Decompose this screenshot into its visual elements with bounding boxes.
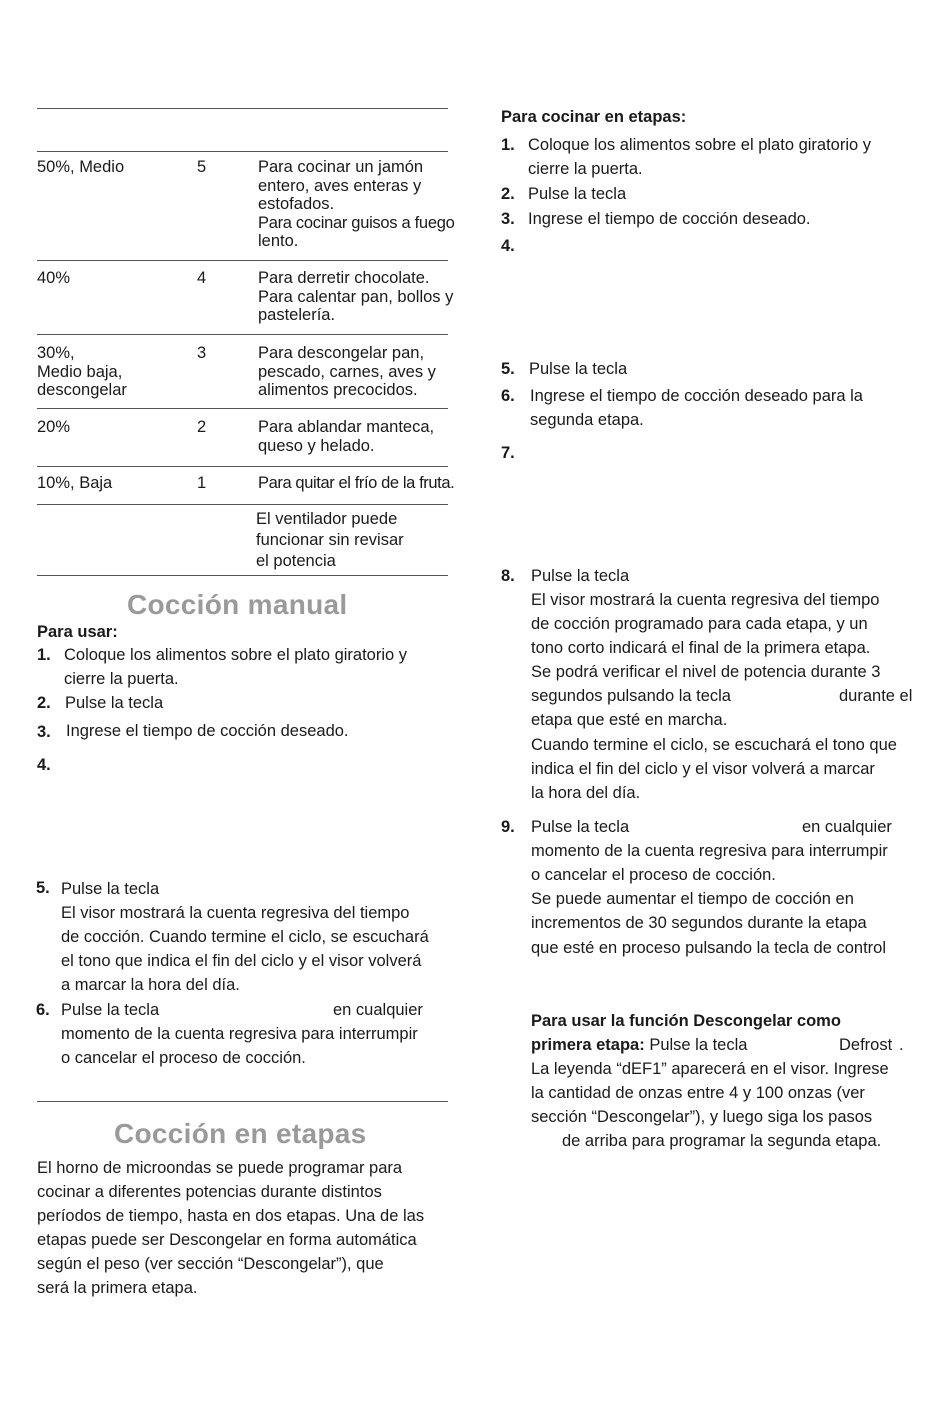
step-number: 7.	[501, 444, 515, 462]
step-text: El visor mostrará la cuenta regresiva del tiempo	[531, 591, 880, 609]
intro-line: será la primera etapa.	[37, 1279, 198, 1297]
fan-note-line: el potencia	[256, 552, 336, 570]
step-text: que esté en proceso pulsando la tecla de control	[531, 939, 886, 957]
step-number: 5.	[501, 360, 515, 378]
step-text-aside: en cualquier	[333, 1001, 423, 1019]
power-level: 30%,	[37, 344, 75, 362]
step-text: momento de la cuenta regresiva para interrumpir	[61, 1025, 418, 1043]
table-header-rule	[37, 151, 448, 152]
step-text: a marcar la hora del día.	[61, 976, 240, 994]
step-text: momento de la cuenta regresiva para interrumpir	[531, 842, 888, 860]
section-rule	[37, 1101, 448, 1102]
step-text: de cocción programado para cada etapa, y un	[531, 615, 868, 633]
power-level: descongelar	[37, 381, 127, 399]
step-number: 2.	[37, 694, 51, 712]
power-use: Para derretir chocolate.	[258, 269, 430, 287]
power-use: alimentos precocidos.	[258, 381, 418, 399]
power-use: Para descongelar pan,	[258, 344, 425, 362]
intro-line: períodos de tiempo, hasta en dos etapas. Una de las	[37, 1207, 425, 1225]
row-rule	[37, 504, 448, 505]
step-text: El visor mostrará la cuenta regresiva del tiempo	[61, 904, 410, 922]
power-number: 4	[197, 269, 207, 287]
step-text: Se puede aumentar el tiempo de cocción en	[531, 890, 854, 908]
step-text: o cancelar el proceso de cocción.	[61, 1049, 306, 1067]
power-level: 40%	[37, 269, 71, 287]
power-level: Medio baja,	[37, 363, 123, 381]
row-rule	[37, 408, 448, 409]
intro-line: cocinar a diferentes potencias durante distintos	[37, 1183, 382, 1201]
defrost-line: la cantidad de onzas entre 4 y 100 onzas (ver	[531, 1084, 865, 1102]
stage-cooking-title: Cocción en etapas	[114, 1118, 367, 1149]
step-text: el tono que indica el fin del ciclo y el visor volverá	[61, 952, 422, 970]
defrost-line	[531, 1033, 747, 1057]
power-use: Para ablandar manteca,	[258, 418, 435, 436]
step-text: segunda etapa.	[530, 411, 644, 429]
step-number: 3.	[501, 210, 515, 228]
step-number: 4.	[501, 237, 515, 255]
step-text: Cuando termine el ciclo, se escuchará el tono que	[531, 736, 897, 754]
step-text: Coloque los alimentos sobre el plato giratorio y	[528, 136, 872, 154]
power-number: 3	[197, 344, 207, 362]
power-use: Para cocinar guisos a fuego	[258, 214, 455, 232]
defrost-line: La leyenda “dEF1” aparecerá en el visor. Ingrese	[531, 1060, 889, 1078]
power-use: Para quitar el frío de la fruta.	[258, 474, 455, 492]
defrost-line: sección “Descongelar”), y luego siga los pasos	[531, 1108, 873, 1126]
defrost-key-period: .	[899, 1036, 904, 1054]
fan-note-line: El ventilador puede	[256, 510, 398, 528]
step-number: 5.	[36, 879, 50, 897]
power-use: pescado, carnes, aves y	[258, 363, 436, 381]
defrost-heading: Para usar la función Descongelar como	[531, 1012, 841, 1030]
step-text: incrementos de 30 segundos durante la etapa	[531, 914, 867, 932]
power-number: 5	[197, 158, 207, 176]
step-number: 6.	[501, 387, 515, 405]
step-text: segundos pulsando la tecla	[531, 687, 731, 705]
step-text: Pulse la tecla	[65, 694, 164, 712]
step-text: Ingrese el tiempo de cocción deseado.	[66, 722, 349, 740]
step-text: Se podrá verificar el nivel de potencia durante 3	[531, 663, 881, 681]
power-use: Para calentar pan, bollos y	[258, 288, 454, 306]
table-top-rule	[37, 108, 448, 109]
power-level: 10%, Baja	[37, 474, 113, 492]
step-text: cierre la puerta.	[64, 670, 179, 688]
step-text: Pulse la tecla	[531, 567, 630, 585]
intro-line: etapas puede ser Descongelar en forma automática	[37, 1231, 417, 1249]
manual-cooking-title: Cocción manual	[127, 589, 348, 620]
step-text: Pulse la tecla	[61, 1001, 160, 1019]
step-number: 8.	[501, 567, 515, 585]
stages-subtitle: Para cocinar en etapas:	[501, 108, 687, 126]
step-text: Pulse la tecla	[531, 818, 630, 836]
power-number: 2	[197, 418, 207, 436]
power-use: lento.	[258, 232, 299, 250]
step-number: 6.	[36, 1001, 50, 1019]
power-number: 1	[197, 474, 207, 492]
step-text: tono corto indicará el final de la primera etapa.	[531, 639, 871, 657]
step-number: 2.	[501, 185, 515, 203]
step-number: 4.	[37, 756, 51, 774]
step-text-aside: durante el	[839, 687, 913, 705]
power-level: 20%	[37, 418, 71, 436]
defrost-key-label: Defrost	[839, 1036, 893, 1054]
step-text: Ingrese el tiempo de cocción deseado para la	[530, 387, 863, 405]
step-text: Pulse la tecla	[529, 360, 628, 378]
power-use: entero, aves enteras y	[258, 177, 422, 195]
defrost-text: Pulse la tecla	[649, 1036, 748, 1054]
fan-note-line: funcionar sin revisar	[256, 531, 404, 549]
power-use: Para cocinar un jamón	[258, 158, 424, 176]
row-rule	[37, 334, 448, 335]
row-rule	[37, 260, 448, 261]
table-bottom-rule	[37, 575, 448, 576]
step-number: 3.	[37, 723, 51, 741]
step-number: 1.	[501, 136, 515, 154]
step-text: la hora del día.	[531, 784, 641, 802]
step-text: Coloque los alimentos sobre el plato giratorio y	[64, 646, 408, 664]
step-number: 1.	[37, 646, 51, 664]
step-text: o cancelar el proceso de cocción.	[531, 866, 776, 884]
step-text: Pulse la tecla	[528, 185, 627, 203]
step-text-aside: en cualquier	[802, 818, 892, 836]
step-text: cierre la puerta.	[528, 160, 643, 178]
intro-line: según el peso (ver sección “Descongelar”), que	[37, 1255, 384, 1273]
power-use: pastelería.	[258, 306, 336, 324]
defrost-heading-end: primera etapa:	[531, 1036, 645, 1054]
row-rule	[37, 466, 448, 467]
power-use: estofados.	[258, 195, 335, 213]
defrost-line: de arriba para programar la segunda etapa.	[562, 1132, 882, 1150]
power-level: 50%, Medio	[37, 158, 125, 176]
step-number: 9.	[501, 818, 515, 836]
step-text: etapa que esté en marcha.	[531, 711, 728, 729]
step-text: Ingrese el tiempo de cocción deseado.	[528, 210, 811, 228]
manual-subtitle: Para usar:	[37, 623, 118, 641]
intro-line: El horno de microondas se puede programar para	[37, 1159, 403, 1177]
power-use: queso y helado.	[258, 437, 375, 455]
step-text: indica el fin del ciclo y el visor volverá a marcar	[531, 760, 875, 778]
step-text: Pulse la tecla	[61, 880, 160, 898]
step-text: de cocción. Cuando termine el ciclo, se escuchará	[61, 928, 429, 946]
